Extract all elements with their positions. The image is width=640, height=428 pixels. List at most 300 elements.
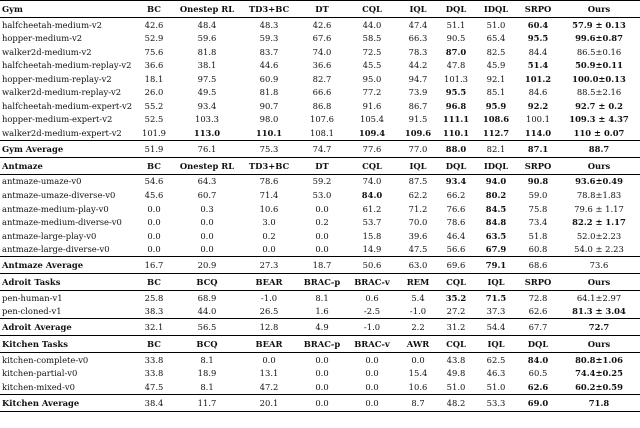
table-cell <box>398 126 438 140</box>
table-cell <box>474 202 518 216</box>
table-cell: 84.6 <box>528 87 548 98</box>
table-cell <box>346 126 398 140</box>
table-cell: CQL <box>346 1 398 18</box>
table-row <box>0 380 640 394</box>
table-cell: Ours <box>558 274 640 291</box>
table-cell: BEAR <box>240 336 298 353</box>
table-cell: Onestep RL <box>174 1 240 18</box>
table-cell: 45.5 <box>362 60 382 71</box>
table-cell: 47.2 <box>259 381 279 392</box>
table-cell: IDQL <box>474 157 518 174</box>
table-cell: 79.6 ± 1.17 <box>574 203 624 214</box>
table-cell: 8.7 <box>398 394 438 411</box>
table-cell: 0.0 <box>298 394 346 411</box>
table-cell: 32.1 <box>134 319 174 336</box>
table-cell: 36.6 <box>144 60 164 71</box>
table-cell: 8.1 <box>200 381 214 392</box>
table-cell: 51.0 <box>486 381 506 392</box>
table-cell: IQL <box>398 1 438 18</box>
section-header <box>0 336 640 353</box>
table-cell <box>438 45 474 59</box>
table-cell: DQL <box>438 157 474 174</box>
row-label: antmaze-umaze-v0 <box>0 174 134 188</box>
table-cell: 72.8 <box>518 291 558 305</box>
best-value: 80.8±1.06 <box>575 354 623 365</box>
table-cell <box>558 216 640 230</box>
table-cell: -1.0 <box>240 291 298 305</box>
table-cell: 63.0 <box>398 257 438 274</box>
table-cell: 54.4 <box>474 319 518 336</box>
table-cell <box>558 174 640 188</box>
table-cell: 42.6 <box>134 18 174 32</box>
table-cell: 47.8 <box>446 60 466 71</box>
best-value: 80.2 <box>485 190 507 201</box>
table-cell: 66.2 <box>446 190 466 201</box>
table-cell: 86.7 <box>408 100 428 111</box>
best-value: 71.5 <box>485 292 507 303</box>
section-header <box>0 1 640 18</box>
table-cell: 49.8 <box>446 368 466 379</box>
table-cell: Ours <box>558 336 640 353</box>
best-value: 57.9 ± 0.13 <box>572 19 626 30</box>
table-cell: 47.5 <box>144 381 164 392</box>
best-value: 109.6 <box>404 127 432 138</box>
table-cell: 71.4 <box>259 190 279 201</box>
table-cell: 64.3 <box>174 174 240 188</box>
table-row <box>0 174 640 188</box>
table-cell: 75.3 <box>240 140 298 157</box>
best-value: 60.2±0.59 <box>575 381 623 392</box>
table-row <box>0 202 640 216</box>
best-value: 108.6 <box>482 114 510 125</box>
table-cell: 0.0 <box>200 244 214 255</box>
table-cell: 0.0 <box>346 353 398 367</box>
table-cell <box>518 394 558 411</box>
table-cell: 59.2 <box>298 174 346 188</box>
table-cell: 10.6 <box>408 381 428 392</box>
table-cell: 38.3 <box>144 306 164 317</box>
table-cell: 33.8 <box>134 353 174 367</box>
best-value: 101.2 <box>524 73 552 84</box>
table-cell: 53.7 <box>362 217 382 228</box>
table-cell: DT <box>298 157 346 174</box>
table-cell: CQL <box>438 274 474 291</box>
table-cell: 26.5 <box>259 306 279 317</box>
table-cell: 46.3 <box>486 368 506 379</box>
table-cell: 54.0 ± 2.23 <box>574 244 624 255</box>
table-cell: 84.4 <box>528 46 548 57</box>
table-cell <box>558 353 640 367</box>
table-cell: 73.4 <box>528 217 548 228</box>
table-cell: SRPO <box>518 274 558 291</box>
table-cell: 103.3 <box>195 114 219 125</box>
table-row <box>0 305 640 319</box>
table-cell <box>558 18 640 32</box>
table-cell <box>174 126 240 140</box>
table-cell <box>438 126 474 140</box>
best-value: 79.1 <box>485 260 507 270</box>
table-cell: 12.8 <box>240 319 298 336</box>
best-value: 114.0 <box>524 127 552 138</box>
table-cell: 78.3 <box>408 46 428 57</box>
table-cell <box>474 99 518 113</box>
table-cell: 105.4 <box>360 114 384 125</box>
table-cell: 90.5 <box>446 33 466 44</box>
table-row <box>0 188 640 202</box>
table-cell: 68.6 <box>518 257 558 274</box>
table-cell <box>518 126 558 140</box>
table-cell: 25.8 <box>134 291 174 305</box>
table-cell: IQL <box>474 274 518 291</box>
table-cell: 97.5 <box>197 73 217 84</box>
table-cell: 74.0 <box>312 46 332 57</box>
table-cell: 62.6 <box>528 306 548 317</box>
table-cell: 74.0 <box>346 174 398 188</box>
table-cell <box>558 99 640 113</box>
table-cell: 77.2 <box>362 87 382 98</box>
table-cell <box>346 188 398 202</box>
table-cell: 44.6 <box>259 60 279 71</box>
row-label: Gym Average <box>0 140 134 157</box>
best-value: 88.0 <box>445 143 467 154</box>
table-cell: 81.8 <box>197 46 217 57</box>
table-cell <box>474 174 518 188</box>
table-cell: 100.1 <box>526 114 550 125</box>
table-cell: 47.5 <box>408 244 428 255</box>
table-cell: 92.1 <box>486 73 506 84</box>
table-cell: BCQ <box>174 336 240 353</box>
table-cell: SRPO <box>518 1 558 18</box>
table-cell: 49.5 <box>197 87 217 98</box>
table-cell <box>558 32 640 46</box>
table-cell: 0.0 <box>346 394 398 411</box>
table-cell: TD3+BC <box>240 1 298 18</box>
average-row <box>0 319 640 336</box>
table-cell: 82.5 <box>486 46 506 57</box>
table-cell: 13.1 <box>259 368 279 379</box>
row-label: antmaze-large-play-v0 <box>2 230 97 241</box>
table-cell: 44.0 <box>346 18 398 32</box>
best-value: 109.4 <box>358 127 386 138</box>
table-cell: 72.5 <box>362 46 382 57</box>
table-row <box>0 113 640 127</box>
table-cell: 10.6 <box>259 203 279 214</box>
table-cell: 91.5 <box>408 114 428 125</box>
row-label: Kitchen Average <box>0 394 134 411</box>
best-value: 110 ± 0.07 <box>573 127 625 138</box>
row-label: hopper-medium-v2 <box>2 33 83 44</box>
table-cell: 54.6 <box>134 174 174 188</box>
table-cell: 94.7 <box>408 73 428 84</box>
table-cell: 0.2 <box>262 230 276 241</box>
table-cell: 82.1 <box>474 140 518 157</box>
table-cell: 0.0 <box>298 353 346 367</box>
table-cell: 27.2 <box>446 306 466 317</box>
table-cell: 60.9 <box>259 73 279 84</box>
table-row <box>0 72 640 86</box>
best-value: 93.4 <box>445 176 467 187</box>
table-cell: Onestep RL <box>174 157 240 174</box>
table-cell <box>518 353 558 367</box>
table-cell <box>558 113 640 127</box>
best-value: 71.8 <box>588 397 610 408</box>
table-cell: 98.0 <box>259 114 279 125</box>
best-value: 111.1 <box>442 114 470 125</box>
table-row <box>0 367 640 381</box>
table-cell: 91.6 <box>362 100 382 111</box>
table-cell: 47.4 <box>398 18 438 32</box>
table-cell: 0.0 <box>315 203 329 214</box>
table-cell <box>474 257 518 274</box>
table-cell <box>240 126 298 140</box>
table-row <box>0 126 640 140</box>
table-cell: 18.1 <box>144 73 164 84</box>
table-cell: 42.6 <box>298 18 346 32</box>
table-cell: 77.6 <box>346 140 398 157</box>
table-cell <box>558 319 640 336</box>
table-cell: 0.0 <box>365 368 379 379</box>
row-label: kitchen-complete-v0 <box>0 353 134 367</box>
table-cell: 0.0 <box>315 230 329 241</box>
table-row <box>0 45 640 59</box>
table-cell: BC <box>134 274 174 291</box>
table-row <box>0 18 640 32</box>
best-value: 67.9 <box>485 244 507 255</box>
table-cell: 73.9 <box>408 87 428 98</box>
table-cell <box>558 59 640 73</box>
table-cell: 18.9 <box>197 368 217 379</box>
table-cell: 52.0±2.23 <box>576 230 622 241</box>
table-cell: 0.0 <box>315 244 329 255</box>
table-cell: IDQL <box>474 1 518 18</box>
average-row <box>0 257 640 274</box>
table-cell <box>518 32 558 46</box>
row-label: hopper-medium-expert-v2 <box>2 114 113 125</box>
table-cell: 101.9 <box>142 127 166 138</box>
table-cell: 64.1±2.97 <box>558 291 640 305</box>
best-value: 95.5 <box>445 87 467 98</box>
table-cell: 0.3 <box>200 203 214 214</box>
table-cell: CQL <box>346 157 398 174</box>
table-cell: 0.0 <box>398 353 438 367</box>
row-label: pen-cloned-v1 <box>2 306 62 317</box>
table-cell: 0.0 <box>200 230 214 241</box>
table-row <box>0 86 640 100</box>
table-cell: 65.4 <box>486 33 506 44</box>
table-cell: SRPO <box>518 157 558 174</box>
best-value: 84.0 <box>527 354 549 365</box>
table-cell: 0.0 <box>262 244 276 255</box>
section-header <box>0 274 640 291</box>
table-cell: 37.3 <box>486 306 506 317</box>
table-cell <box>438 99 474 113</box>
table-cell: 51.0 <box>446 381 466 392</box>
best-value: 95.5 <box>527 33 549 44</box>
table-cell: 73.6 <box>558 257 640 274</box>
table-cell: 60.7 <box>197 190 217 201</box>
table-cell: 56.5 <box>174 319 240 336</box>
table-cell: 86.5±0.16 <box>576 46 622 57</box>
table-cell: 107.6 <box>310 114 334 125</box>
table-cell: BRAC-p <box>298 336 346 353</box>
table-cell: 0.2 <box>315 217 329 228</box>
table-cell <box>474 113 518 127</box>
row-label: Antmaze <box>0 157 134 174</box>
section-header <box>0 157 640 174</box>
table-cell: AWR <box>398 336 438 353</box>
best-value: 50.9±0.11 <box>575 60 623 71</box>
best-value: 69.0 <box>527 397 549 408</box>
table-cell: DQL <box>518 336 558 353</box>
best-value: 94.0 <box>485 176 507 187</box>
table-row <box>0 32 640 46</box>
table-cell: 0.0 <box>147 244 161 255</box>
table-cell: 86.8 <box>312 100 332 111</box>
best-value: 72.7 <box>588 322 610 333</box>
best-value: 92.7 ± 0.2 <box>575 100 623 111</box>
table-cell: 62.2 <box>408 190 428 201</box>
table-cell: 83.7 <box>259 46 279 57</box>
table-cell: 0.0 <box>315 381 329 392</box>
table-cell: 108.1 <box>310 127 334 138</box>
table-cell: 51.0 <box>474 18 518 32</box>
row-label: Antmaze Average <box>0 257 134 274</box>
table-cell <box>558 305 640 319</box>
table-cell: 59.0 <box>528 190 548 201</box>
best-value: 84.0 <box>361 190 383 201</box>
table-cell: 75.6 <box>144 46 164 57</box>
table-cell: 61.2 <box>362 203 382 214</box>
best-value: 82.2 ± 1.17 <box>572 217 626 228</box>
row-label: hopper-medium-replay-v2 <box>2 73 112 84</box>
table-cell: 90.7 <box>259 100 279 111</box>
table-cell: DQL <box>438 1 474 18</box>
table-cell: 88.5±2.16 <box>576 87 622 98</box>
table-cell: 59.3 <box>259 33 279 44</box>
table-cell: 0.0 <box>147 230 161 241</box>
table-cell: DT <box>298 1 346 18</box>
table-cell: -1.0 <box>409 306 427 317</box>
table-cell: 15.8 <box>362 230 382 241</box>
table-cell: 75.8 <box>528 203 548 214</box>
table-cell: 60.8 <box>528 244 548 255</box>
table-cell: BRAC-v <box>346 274 398 291</box>
table-cell: 0.0 <box>315 368 329 379</box>
table-cell: 53.3 <box>474 394 518 411</box>
table-cell <box>438 113 474 127</box>
table-cell: 52.9 <box>144 33 164 44</box>
row-label: kitchen-mixed-v0 <box>2 381 75 392</box>
best-value: 90.8 <box>527 176 549 187</box>
table-cell: 101.3 <box>444 73 468 84</box>
table-cell: 78.6 <box>446 217 466 228</box>
table-cell: REM <box>398 274 438 291</box>
best-value: 92.2 <box>527 100 549 111</box>
table-cell: 18.7 <box>298 257 346 274</box>
table-row <box>0 243 640 257</box>
table-cell: 69.6 <box>438 257 474 274</box>
table-cell: Ours <box>558 157 640 174</box>
best-value: 99.6±0.87 <box>575 33 623 44</box>
table-cell: BC <box>134 157 174 174</box>
table-cell <box>558 394 640 411</box>
table-cell: 38.4 <box>134 394 174 411</box>
table-cell: 87.5 <box>398 174 438 188</box>
best-value: 110.1 <box>255 127 283 138</box>
table-cell: 78.6 <box>240 174 298 188</box>
row-label: antmaze-medium-play-v0 <box>2 203 109 214</box>
table-row <box>0 59 640 73</box>
table-cell <box>518 380 558 394</box>
row-label: antmaze-umaze-diverse-v0 <box>2 190 116 201</box>
table-cell: BC <box>134 336 174 353</box>
row-label: halfcheetah-medium-v2 <box>0 18 134 32</box>
table-cell: 74.7 <box>298 140 346 157</box>
table-cell: Ours <box>558 1 640 18</box>
table-cell <box>558 72 640 86</box>
table-cell: BC <box>134 1 174 18</box>
table-cell: 51.1 <box>438 18 474 32</box>
table-cell: 76.6 <box>446 203 466 214</box>
row-label: antmaze-large-diverse-v0 <box>2 244 110 255</box>
table-cell: 33.8 <box>144 368 164 379</box>
table-cell: BEAR <box>240 274 298 291</box>
best-value: 63.5 <box>485 230 507 241</box>
table-cell <box>558 380 640 394</box>
table-cell: 48.4 <box>174 18 240 32</box>
table-cell: 0.0 <box>365 381 379 392</box>
best-value: 51.4 <box>527 60 549 71</box>
row-label: walker2d-medium-expert-v2 <box>2 127 122 138</box>
table-cell: 55.2 <box>144 100 164 111</box>
table-cell: 85.1 <box>486 87 506 98</box>
table-cell <box>518 99 558 113</box>
table-cell <box>474 126 518 140</box>
table-cell: BCQ <box>174 274 240 291</box>
table-cell: 59.6 <box>197 33 217 44</box>
table-cell <box>438 86 474 100</box>
best-value: 87.0 <box>445 46 467 57</box>
table-cell: 0.6 <box>346 291 398 305</box>
table-row <box>0 353 640 367</box>
table-cell <box>474 216 518 230</box>
table-cell: 67.6 <box>312 33 332 44</box>
table-cell: 8.1 <box>298 291 346 305</box>
table-cell: IQL <box>474 336 518 353</box>
row-label: walker2d-medium-v2 <box>2 46 92 57</box>
table-cell: 14.9 <box>362 244 382 255</box>
row-label: Gym <box>0 1 134 18</box>
table-row <box>0 99 640 113</box>
table-cell: 31.2 <box>438 319 474 336</box>
row-label: antmaze-medium-diverse-v0 <box>2 217 122 228</box>
table-cell: 38.1 <box>197 60 217 71</box>
table-cell <box>518 174 558 188</box>
table-cell: -2.5 <box>363 306 381 317</box>
table-cell: 0.0 <box>147 203 161 214</box>
best-value: 93.6±0.49 <box>575 176 623 187</box>
table-cell <box>474 229 518 243</box>
table-cell <box>558 140 640 157</box>
row-label: kitchen-partial-v0 <box>2 368 78 379</box>
table-cell: -1.0 <box>346 319 398 336</box>
table-cell <box>438 174 474 188</box>
table-row <box>0 291 640 305</box>
best-value: 110.1 <box>442 127 470 138</box>
table-cell <box>518 140 558 157</box>
table-cell: 62.5 <box>474 353 518 367</box>
best-value: 74.4±0.25 <box>575 368 623 379</box>
